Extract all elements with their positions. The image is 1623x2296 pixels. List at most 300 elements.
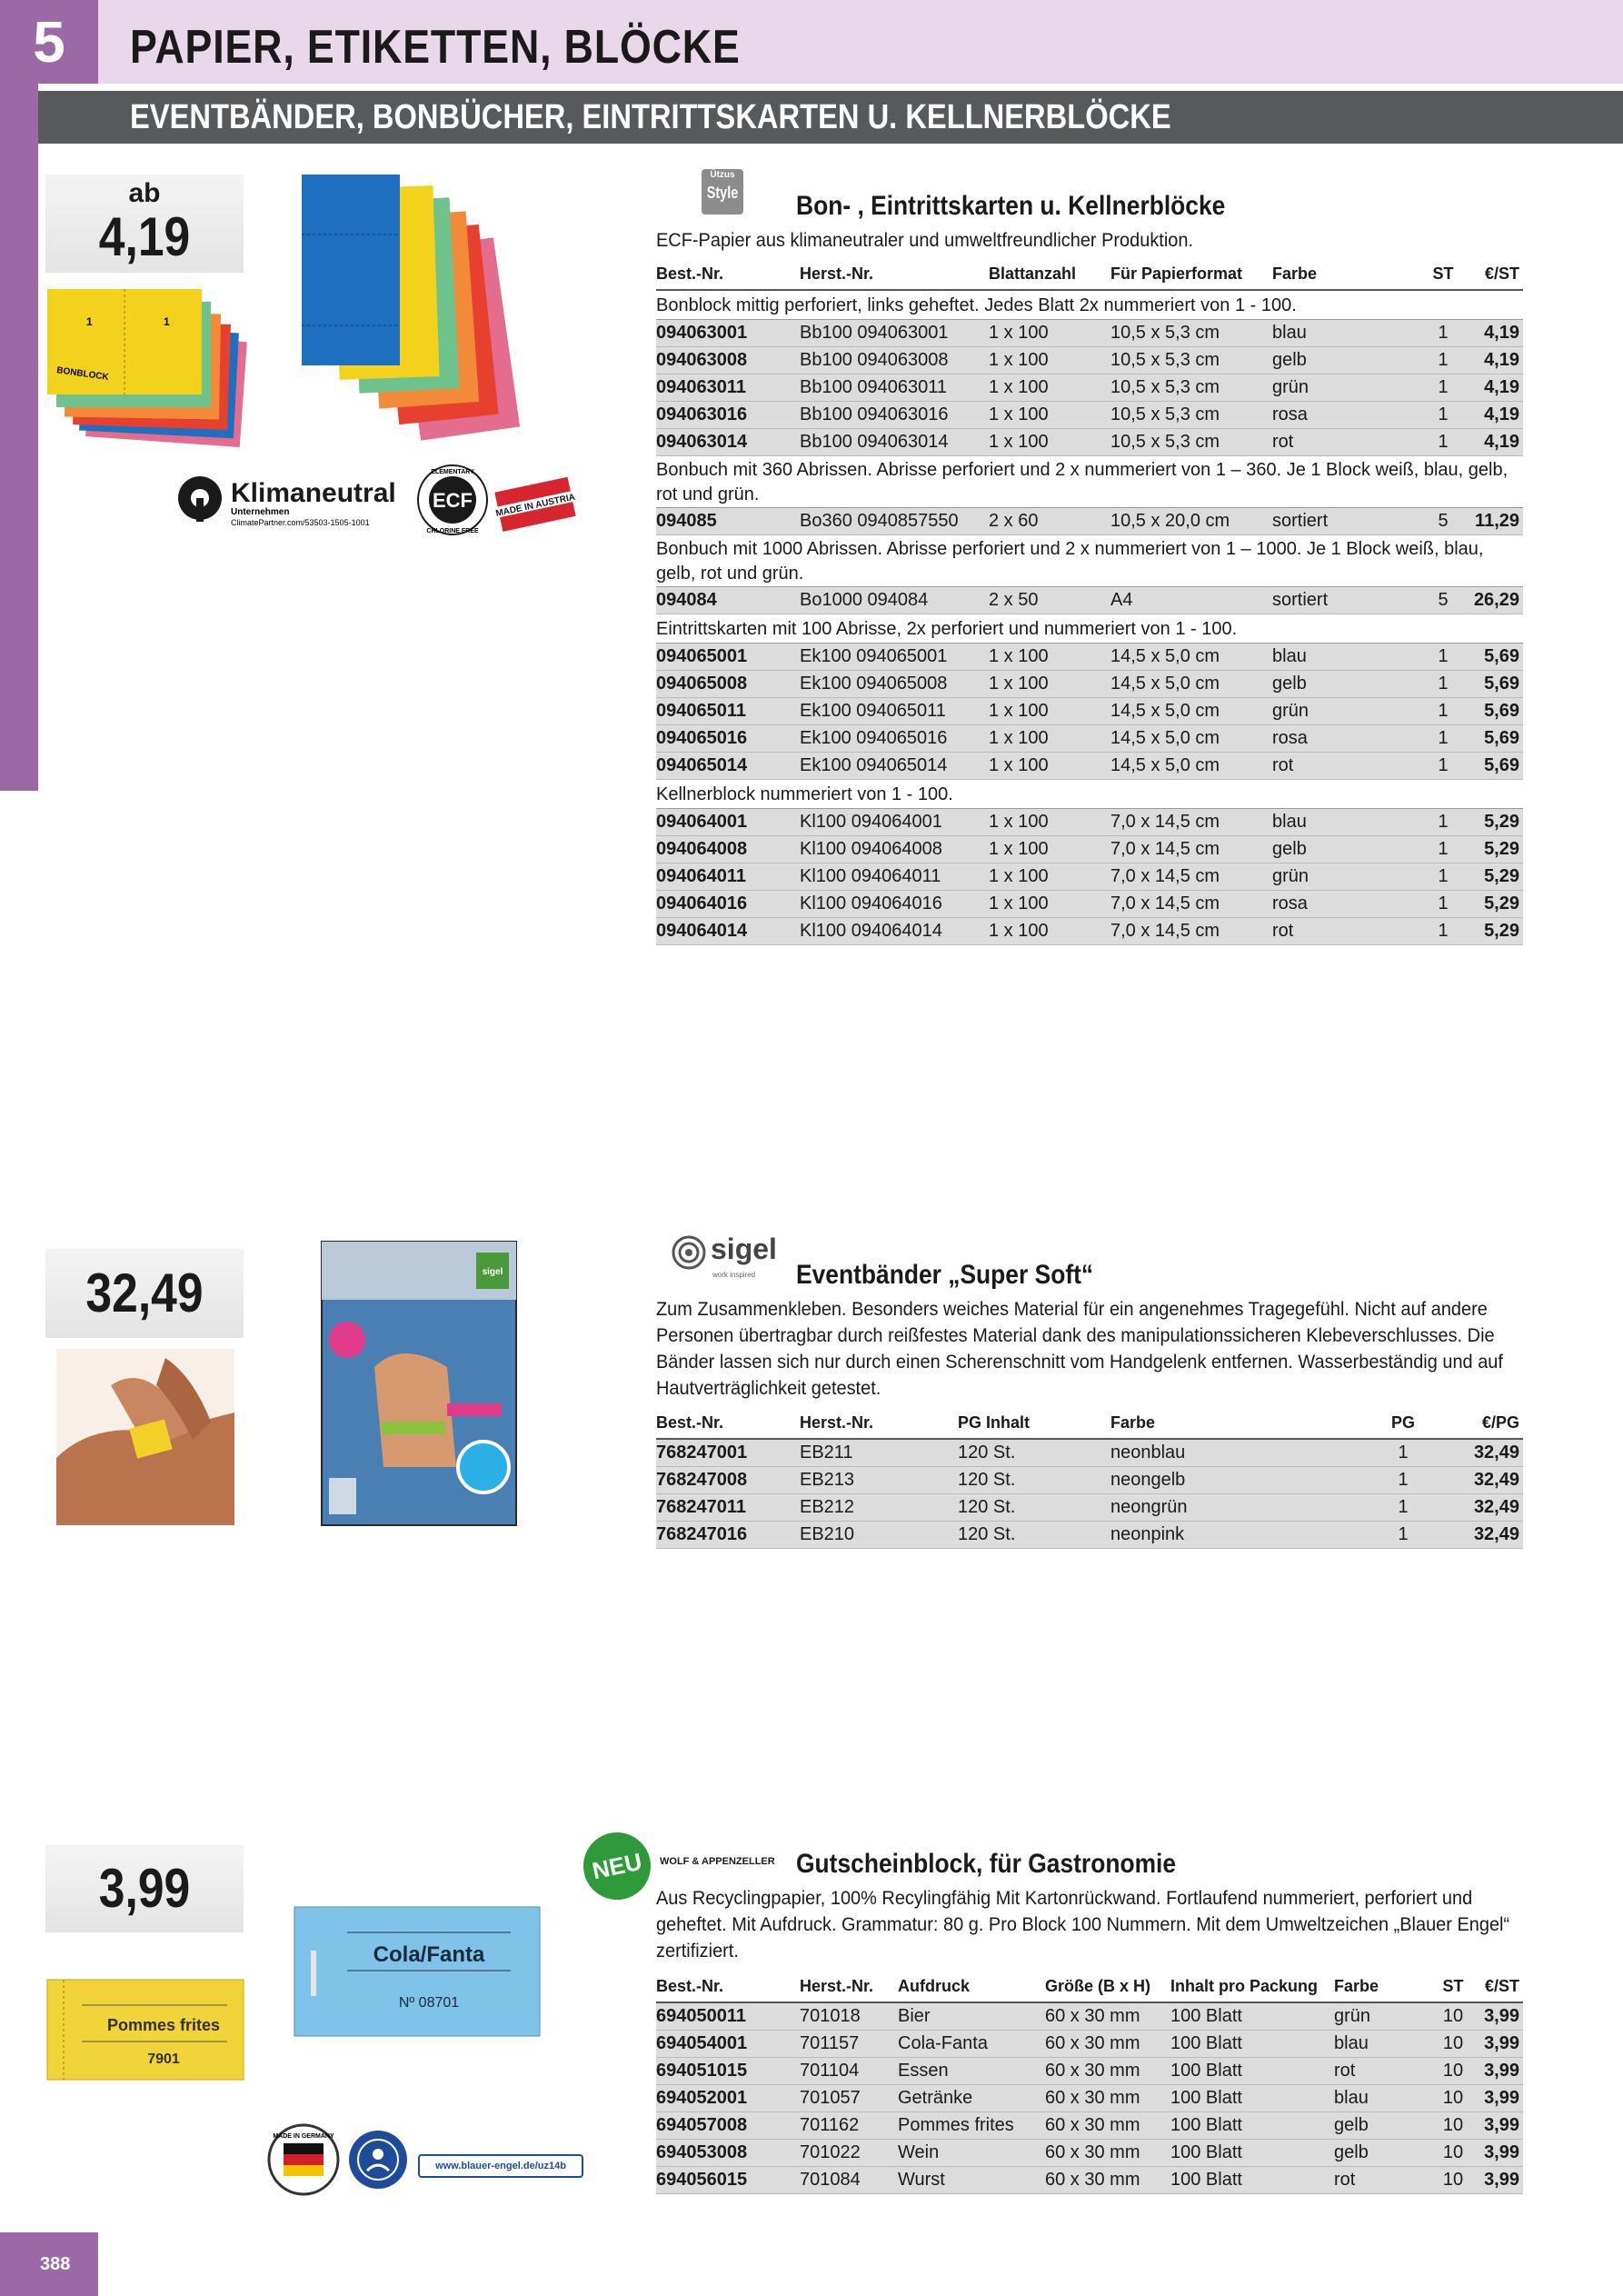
table-row xyxy=(656,508,1523,535)
price-box xyxy=(45,175,244,273)
germany-badge-text: MADE IN GERMANY xyxy=(273,2133,334,2140)
column-header: Für Papierformat xyxy=(1110,258,1272,290)
table-cell: 5,69 xyxy=(1469,698,1523,725)
column-header: €/ST xyxy=(1469,258,1523,290)
group-header-row xyxy=(656,614,1523,644)
table-cell: 3,99 xyxy=(1474,2058,1523,2085)
group-label: Bonbuch mit 360 Abrissen. Abrisse perforiert und 2 x nummeriert von 1 – 360. Je 1 Block weiß, blau, gelb, rot und grün. xyxy=(656,456,1523,508)
table-cell: 694053008 xyxy=(656,2140,800,2167)
table-cell: neonpink xyxy=(1110,1522,1365,1549)
table-row xyxy=(656,836,1523,863)
table-cell: 5,69 xyxy=(1469,753,1523,780)
table-cell: gelb xyxy=(1272,347,1418,374)
column-header: Herst.-Nr. xyxy=(800,258,989,290)
table-cell: blau xyxy=(1272,644,1418,671)
cola-fanta-ticket-image xyxy=(293,1905,542,2038)
table-cell: 120 St. xyxy=(958,1494,1110,1522)
table-cell: 094063016 xyxy=(656,402,800,429)
table-cell: 100 Blatt xyxy=(1170,2058,1334,2085)
column-header: Inhalt pro Packung xyxy=(1170,1971,1334,2002)
table-cell: Kl100 094064011 xyxy=(800,863,989,891)
table-row xyxy=(656,698,1523,725)
table-cell: 1 x 100 xyxy=(989,863,1110,891)
wolf-appenzeller-logo: WOLF & APPENZELLER xyxy=(660,1856,775,1867)
table-cell: 094085 xyxy=(656,508,800,535)
table-row xyxy=(656,891,1523,918)
table-cell: 1 xyxy=(1418,809,1469,836)
section-description: Aus Recyclingpapier, 100% Recylingfähig Mit Kartonrückwand. Fortlaufend nummeriert, perforiert und geheftet. Mit Aufdruck. Grammatur: 80 g. Pro Block 100 Nummern. Mit dem Umweltzeichen „Blauer Engel“ zertifiziert. xyxy=(656,1888,1510,1962)
group-header-row xyxy=(656,780,1523,809)
column-header: Herst.-Nr. xyxy=(800,1971,898,2002)
table-cell: 1 x 100 xyxy=(989,918,1110,945)
price-box xyxy=(45,1845,244,1932)
table-cell: 1 x 100 xyxy=(989,891,1110,918)
table-row xyxy=(656,753,1523,780)
table-cell: Cola-Fanta xyxy=(898,2031,1045,2058)
table-cell: 1 xyxy=(1418,671,1469,698)
ecf-ring-top: ELEMENTARY xyxy=(431,469,474,475)
table-cell: blau xyxy=(1334,2085,1432,2112)
table-cell: 3,99 xyxy=(1474,2167,1523,2194)
blauer-engel-icon xyxy=(347,2129,409,2191)
table-cell: 7,0 x 14,5 cm xyxy=(1110,918,1272,945)
table-cell: 1 xyxy=(1418,836,1469,863)
table-cell: 10,5 x 5,3 cm xyxy=(1110,320,1272,347)
klimaneutral-sub: Unternehmen xyxy=(231,507,290,517)
table-cell: 3,99 xyxy=(1474,2112,1523,2140)
table-cell: Bb100 094063011 xyxy=(800,374,989,402)
table-cell: 1 x 100 xyxy=(989,402,1110,429)
group-header-row xyxy=(656,456,1523,508)
made-in-austria-badge xyxy=(491,468,578,541)
klimaneutral-badge xyxy=(174,471,418,529)
table-cell: 60 x 30 mm xyxy=(1045,2167,1170,2194)
group-label: Eintrittskarten mit 100 Abrisse, 2x perforiert und nummeriert von 1 - 100. xyxy=(656,614,1523,644)
table-cell: gelb xyxy=(1272,836,1418,863)
table-cell: 100 Blatt xyxy=(1170,2112,1334,2140)
table-cell: Bb100 094063001 xyxy=(800,320,989,347)
table-cell: 094064001 xyxy=(656,809,800,836)
table-cell: 120 St. xyxy=(958,1467,1110,1494)
table-cell: 32,49 xyxy=(1441,1494,1523,1522)
table-cell: 10,5 x 5,3 cm xyxy=(1110,347,1272,374)
table-cell: Ek100 094065008 xyxy=(800,671,989,698)
table-cell: Wein xyxy=(898,2140,1045,2167)
table-cell: gelb xyxy=(1334,2140,1432,2167)
table-cell: 094063011 xyxy=(656,374,800,402)
table-row xyxy=(656,725,1523,753)
table-cell: sortiert xyxy=(1272,587,1418,614)
austria-text: MADE IN AUSTRIA xyxy=(494,492,576,519)
table-cell: 1 xyxy=(1365,1494,1441,1522)
table-cell: 1 xyxy=(1365,1467,1441,1494)
table-row xyxy=(656,374,1523,402)
klimaneutral-text: Klimaneutral xyxy=(231,478,396,508)
table-cell: 100 Blatt xyxy=(1170,2167,1334,2194)
table-cell: 694057008 xyxy=(656,2112,800,2140)
table-cell: 14,5 x 5,0 cm xyxy=(1110,671,1272,698)
column-header: ST xyxy=(1432,1971,1474,2002)
table-cell: A4 xyxy=(1110,587,1272,614)
page-number: 388 xyxy=(0,2232,98,2296)
group-label: Bonbuch mit 1000 Abrissen. Abrisse perforiert und 2 x nummeriert von 1 – 1000. Je 1 Block weiß, blau, gelb, rot und grün. xyxy=(656,535,1523,587)
table-cell: Kl100 094064016 xyxy=(800,891,989,918)
table-cell: neongrün xyxy=(1110,1494,1365,1522)
table-cell: 768247008 xyxy=(656,1467,800,1494)
table-cell: 694056015 xyxy=(656,2167,800,2194)
column-header: PG Inhalt xyxy=(958,1407,1110,1439)
table-cell: Ek100 094065014 xyxy=(800,753,989,780)
table-cell: blau xyxy=(1334,2031,1432,2058)
table-cell: Bb100 094063008 xyxy=(800,347,989,374)
table-cell: 5,69 xyxy=(1469,644,1523,671)
column-header: PG xyxy=(1365,1407,1441,1439)
column-header: €/PG xyxy=(1441,1407,1523,1439)
section-title: Gutscheinblock, für Gastronomie xyxy=(796,1849,1177,1879)
table-cell: 094065014 xyxy=(656,753,800,780)
table-cell: 1 xyxy=(1418,429,1469,456)
table-cell: 3,99 xyxy=(1474,2140,1523,2167)
uetzus-style-logo xyxy=(702,169,743,215)
table-cell: grün xyxy=(1272,698,1418,725)
table-cell: 10 xyxy=(1432,2002,1474,2031)
table-cell: 1 xyxy=(1418,644,1469,671)
table-row xyxy=(656,320,1523,347)
group-header-row xyxy=(656,290,1523,320)
table-cell: 10,5 x 5,3 cm xyxy=(1110,374,1272,402)
table-cell: 14,5 x 5,0 cm xyxy=(1110,753,1272,780)
table-cell: 14,5 x 5,0 cm xyxy=(1110,644,1272,671)
table-cell: 5,29 xyxy=(1469,918,1523,945)
table-cell: Bo1000 094084 xyxy=(800,587,989,614)
table-cell: sortiert xyxy=(1272,508,1418,535)
table-cell: rosa xyxy=(1272,402,1418,429)
column-header: Farbe xyxy=(1334,1971,1432,2002)
table-cell: 100 Blatt xyxy=(1170,2002,1334,2031)
table-cell: 1 xyxy=(1365,1522,1441,1549)
table-row xyxy=(656,2058,1523,2085)
table-row xyxy=(656,587,1523,614)
table-cell: 701104 xyxy=(800,2058,898,2085)
column-header: Herst.-Nr. xyxy=(800,1407,958,1439)
table-row xyxy=(656,402,1523,429)
column-header: ST xyxy=(1418,258,1469,290)
table-cell: 1 x 100 xyxy=(989,347,1110,374)
table-row xyxy=(656,1494,1523,1522)
table-cell: 5,69 xyxy=(1469,725,1523,753)
table-cell: Bb100 094063016 xyxy=(800,402,989,429)
pommes-ticket-number: 7901 xyxy=(147,2051,180,2067)
table-cell: 1 x 100 xyxy=(989,374,1110,402)
table-cell: 4,19 xyxy=(1469,402,1523,429)
sigel-tagline: work inspired xyxy=(712,1271,756,1279)
table-cell: 10 xyxy=(1432,2085,1474,2112)
cola-ticket-number: Nº 08701 xyxy=(398,1995,460,2011)
table-cell: 694054001 xyxy=(656,2031,800,2058)
wristband-package-image xyxy=(320,1240,518,1527)
table-cell: 094065016 xyxy=(656,725,800,753)
sigel-logo-text: sigel xyxy=(711,1233,777,1265)
table-cell: 1 xyxy=(1418,891,1469,918)
column-header: Größe (B x H) xyxy=(1045,1971,1170,2002)
table-row xyxy=(656,1467,1523,1494)
table-cell: 5,69 xyxy=(1469,671,1523,698)
table-cell: 60 x 30 mm xyxy=(1045,2002,1170,2031)
table-cell: 1 x 100 xyxy=(989,320,1110,347)
table-cell: rot xyxy=(1334,2058,1432,2085)
table-cell: rosa xyxy=(1272,891,1418,918)
table-cell: 7,0 x 14,5 cm xyxy=(1110,891,1272,918)
page-subtitle: EVENTBÄNDER, BONBÜCHER, EINTRITTSKARTEN U. KELLNERBLÖCKE xyxy=(130,98,1171,136)
table-cell: 1 x 100 xyxy=(989,698,1110,725)
table-cell: 768247016 xyxy=(656,1522,800,1549)
table-row xyxy=(656,1439,1523,1467)
table-cell: 100 Blatt xyxy=(1170,2031,1334,2058)
table-cell: blau xyxy=(1272,809,1418,836)
table-cell: 32,49 xyxy=(1441,1439,1523,1467)
table-cell: grün xyxy=(1334,2002,1432,2031)
table-cell: Bb100 094063014 xyxy=(800,429,989,456)
table-cell: gelb xyxy=(1334,2112,1432,2140)
table-row xyxy=(656,671,1523,698)
table-cell: 10 xyxy=(1432,2167,1474,2194)
table-cell: 1 xyxy=(1418,402,1469,429)
page-title: PAPIER, ETIKETTEN, BLÖCKE xyxy=(130,21,741,74)
table-cell: 10,5 x 5,3 cm xyxy=(1110,402,1272,429)
table-cell: Kl100 094064008 xyxy=(800,836,989,863)
uetzus-logo-line2: Style xyxy=(706,184,739,202)
section-description: ECF-Papier aus klimaneutraler und umweltfreundlicher Produktion. xyxy=(656,230,1194,251)
table-cell: EB212 xyxy=(800,1494,958,1522)
table-cell: 2 x 50 xyxy=(989,587,1110,614)
table-cell: 768247001 xyxy=(656,1439,800,1467)
table-cell: 094065008 xyxy=(656,671,800,698)
table-cell: 5,29 xyxy=(1469,836,1523,863)
table-cell: 094063014 xyxy=(656,429,800,456)
table-cell: 100 Blatt xyxy=(1170,2140,1334,2167)
column-header: Blattanzahl xyxy=(989,258,1110,290)
table-row xyxy=(656,2140,1523,2167)
column-header: Best.-Nr. xyxy=(656,1407,800,1439)
table-cell: Kl100 094064001 xyxy=(800,809,989,836)
table-cell: 5,29 xyxy=(1469,891,1523,918)
price-box xyxy=(45,1249,244,1338)
price-prefix: ab xyxy=(128,178,161,208)
table-row xyxy=(656,863,1523,891)
table-cell: 1 xyxy=(1418,320,1469,347)
blauer-engel-url: www.blauer-engel.de/uz14b xyxy=(418,2154,583,2178)
table-row xyxy=(656,2112,1523,2140)
table-cell: 14,5 x 5,0 cm xyxy=(1110,725,1272,753)
table-cell: 4,19 xyxy=(1469,347,1523,374)
table-cell: 10 xyxy=(1432,2058,1474,2085)
ecf-badge xyxy=(416,464,489,536)
uetzus-logo-line1: Ützus xyxy=(710,170,735,180)
table-cell: 1 x 100 xyxy=(989,725,1110,753)
pommes-ticket-text: Pommes frites xyxy=(106,2016,221,2034)
ecf-ring-bottom: CHLORINE FREE xyxy=(426,528,479,534)
table-cell: 60 x 30 mm xyxy=(1045,2140,1170,2167)
table-cell: rot xyxy=(1334,2167,1432,2194)
price-value: 3,99 xyxy=(98,1858,191,1919)
kellnerblock-product-image xyxy=(298,171,545,453)
group-label: Kellnerblock nummeriert von 1 - 100. xyxy=(656,780,1523,809)
table-row xyxy=(656,918,1523,945)
table-cell: 100 Blatt xyxy=(1170,2085,1334,2112)
table-cell: Ek100 094065016 xyxy=(800,725,989,753)
table-cell: 60 x 30 mm xyxy=(1045,2085,1170,2112)
table-cell: 094065001 xyxy=(656,644,800,671)
table-cell: 094064008 xyxy=(656,836,800,863)
table-cell: 60 x 30 mm xyxy=(1045,2112,1170,2140)
table-cell: EB210 xyxy=(800,1522,958,1549)
table-row xyxy=(656,2002,1523,2031)
table-cell: 701162 xyxy=(800,2112,898,2140)
svg-text:1: 1 xyxy=(164,315,170,328)
table-cell: 120 St. xyxy=(958,1439,1110,1467)
column-header: Farbe xyxy=(1110,1407,1365,1439)
klimaneutral-url: ClimatePartner.com/53503-1505-1001 xyxy=(231,518,370,527)
table-cell: 4,19 xyxy=(1469,429,1523,456)
table-row xyxy=(656,2031,1523,2058)
chapter-number: 5 xyxy=(0,0,98,84)
table-cell: Ek100 094065011 xyxy=(800,698,989,725)
made-in-germany-badge xyxy=(267,2123,340,2196)
table-cell: Wurst xyxy=(898,2167,1045,2194)
table-cell: 120 St. xyxy=(958,1522,1110,1549)
table-cell: Bier xyxy=(898,2002,1045,2031)
table-cell: Getränke xyxy=(898,2085,1045,2112)
table-cell: 60 x 30 mm xyxy=(1045,2058,1170,2085)
product-table xyxy=(656,1971,1523,2194)
table-cell: 094063001 xyxy=(656,320,800,347)
table-cell: 60 x 30 mm xyxy=(1045,2031,1170,2058)
column-header: Best.-Nr. xyxy=(656,258,800,290)
section-title: Eventbänder „Super Soft“ xyxy=(796,1260,1094,1290)
table-cell: rot xyxy=(1272,429,1418,456)
table-row xyxy=(656,347,1523,374)
table-cell: 2 x 60 xyxy=(989,508,1110,535)
table-cell: 1 xyxy=(1418,753,1469,780)
table-cell: Pommes frites xyxy=(898,2112,1045,2140)
table-cell: 694052001 xyxy=(656,2085,800,2112)
table-cell: 094064011 xyxy=(656,863,800,891)
section-title: Bon- , Eintrittskarten u. Kellnerblöcke xyxy=(796,191,1226,221)
column-header: Best.-Nr. xyxy=(656,1971,800,2002)
table-cell: 10,5 x 20,0 cm xyxy=(1110,508,1272,535)
table-row xyxy=(656,429,1523,456)
table-cell: 1 xyxy=(1418,863,1469,891)
bonblock-label: BONBLOCK xyxy=(55,365,110,384)
table-cell: EB211 xyxy=(800,1439,958,1467)
product-table xyxy=(656,1407,1523,1549)
table-cell: 1 xyxy=(1418,698,1469,725)
table-cell: 10,5 x 5,3 cm xyxy=(1110,429,1272,456)
table-cell: Ek100 094065001 xyxy=(800,644,989,671)
table-cell: 7,0 x 14,5 cm xyxy=(1110,863,1272,891)
chapter-side-stripe xyxy=(0,84,38,791)
table-cell: neongelb xyxy=(1110,1467,1365,1494)
table-cell: 701022 xyxy=(800,2140,898,2167)
table-cell: 1 xyxy=(1418,347,1469,374)
column-header: €/ST xyxy=(1474,1971,1523,2002)
table-cell: 094064014 xyxy=(656,918,800,945)
bonblock-product-image xyxy=(45,282,254,454)
table-cell: 094065011 xyxy=(656,698,800,725)
svg-text:1: 1 xyxy=(86,315,93,328)
table-cell: 094063008 xyxy=(656,347,800,374)
price-value: 32,49 xyxy=(85,1263,204,1323)
table-cell: Essen xyxy=(898,2058,1045,2085)
table-cell: 32,49 xyxy=(1441,1467,1523,1494)
table-cell: 32,49 xyxy=(1441,1522,1523,1549)
table-cell: grün xyxy=(1272,863,1418,891)
table-cell: Kl100 094064014 xyxy=(800,918,989,945)
table-cell: 1 xyxy=(1418,918,1469,945)
table-cell: 5 xyxy=(1418,508,1469,535)
table-cell: 701018 xyxy=(800,2002,898,2031)
table-cell: 1 xyxy=(1365,1439,1441,1467)
table-cell: 1 x 100 xyxy=(989,671,1110,698)
table-cell: 694051015 xyxy=(656,2058,800,2085)
table-cell: 5 xyxy=(1418,587,1469,614)
table-cell: rosa xyxy=(1272,725,1418,753)
table-cell: 3,99 xyxy=(1474,2031,1523,2058)
column-header: Farbe xyxy=(1272,258,1418,290)
table-cell: rot xyxy=(1272,918,1418,945)
product-table xyxy=(656,258,1523,945)
table-cell: 5,29 xyxy=(1469,809,1523,836)
table-cell: grün xyxy=(1272,374,1418,402)
table-cell: 3,99 xyxy=(1474,2085,1523,2112)
package-brand: sigel xyxy=(482,1267,503,1277)
table-row xyxy=(656,644,1523,671)
table-cell: 5,29 xyxy=(1469,863,1523,891)
table-cell: 1 xyxy=(1418,374,1469,402)
table-cell: 701057 xyxy=(800,2085,898,2112)
table-cell: 4,19 xyxy=(1469,374,1523,402)
table-cell: 768247011 xyxy=(656,1494,800,1522)
table-cell: 10 xyxy=(1432,2140,1474,2167)
ecf-text: ECF xyxy=(433,489,473,512)
table-row xyxy=(656,2167,1523,2194)
price-value: 4,19 xyxy=(98,206,191,267)
table-cell: 26,29 xyxy=(1469,587,1523,614)
table-cell: 4,19 xyxy=(1469,320,1523,347)
table-cell: 7,0 x 14,5 cm xyxy=(1110,809,1272,836)
table-cell: 1 x 100 xyxy=(989,836,1110,863)
table-cell: 701084 xyxy=(800,2167,898,2194)
neu-badge: NEU xyxy=(577,1826,657,1906)
column-header: Aufdruck xyxy=(898,1971,1045,2002)
table-cell: 1 x 100 xyxy=(989,753,1110,780)
table-cell: 11,29 xyxy=(1469,508,1523,535)
table-row xyxy=(656,2085,1523,2112)
table-cell: 1 xyxy=(1418,725,1469,753)
table-cell: 7,0 x 14,5 cm xyxy=(1110,836,1272,863)
group-label: Bonblock mittig perforiert, links geheftet. Jedes Blatt 2x nummeriert von 1 - 100. xyxy=(656,290,1523,320)
table-cell: gelb xyxy=(1272,671,1418,698)
table-cell: 10 xyxy=(1432,2112,1474,2140)
table-cell: 1 x 100 xyxy=(989,809,1110,836)
table-row xyxy=(656,809,1523,836)
table-cell: 094084 xyxy=(656,587,800,614)
table-cell: 094064016 xyxy=(656,891,800,918)
table-cell: 694050011 xyxy=(656,2002,800,2031)
table-cell: 1 x 100 xyxy=(989,429,1110,456)
table-cell: EB213 xyxy=(800,1467,958,1494)
table-cell: 10 xyxy=(1432,2031,1474,2058)
